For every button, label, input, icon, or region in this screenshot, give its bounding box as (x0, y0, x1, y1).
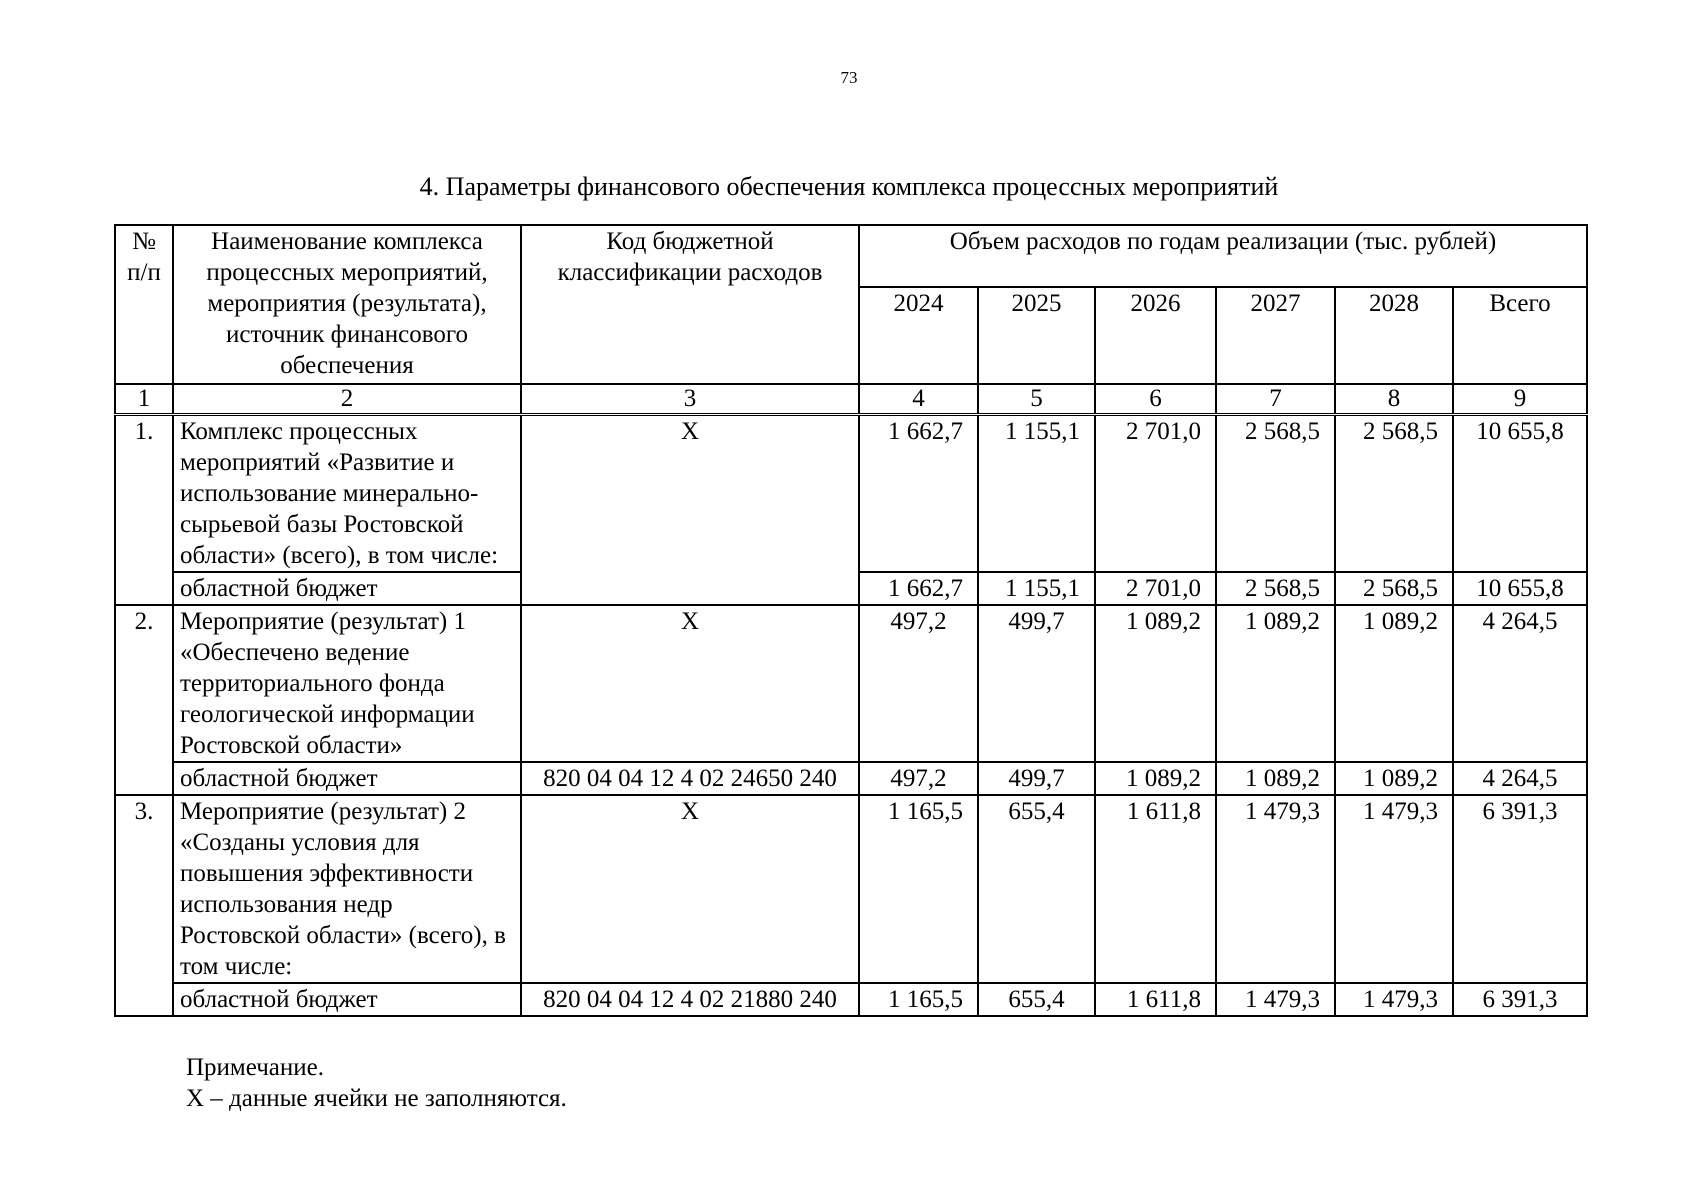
row-code: X (521, 415, 859, 606)
row-source: областной бюджет (173, 983, 521, 1016)
header-volume: Объем расходов по годам реализации (тыс. рублей) (859, 225, 1587, 287)
value-cell: 4 264,5 (1453, 605, 1587, 762)
value-cell: 10 655,8 (1453, 415, 1587, 573)
value-cell: 1 155,1 (978, 415, 1095, 573)
note-text: X – данные ячейки не заполняются. (186, 1085, 567, 1112)
value-cell: 497,2 (859, 605, 978, 762)
header-year-2024: 2024 (859, 287, 978, 384)
row-code: X (521, 605, 859, 762)
value-cell: 1 089,2 (1216, 605, 1335, 762)
value-cell: 1 611,8 (1095, 795, 1216, 983)
column-index: 9 (1453, 384, 1587, 415)
value-cell: 1 611,8 (1095, 983, 1216, 1016)
value-cell: 1 479,3 (1216, 983, 1335, 1016)
table-row (115, 795, 1587, 983)
table-row (115, 605, 1587, 762)
value-cell: 1 155,1 (978, 572, 1095, 605)
value-cell: 1 089,2 (1095, 605, 1216, 762)
table-row (115, 983, 1587, 1016)
value-cell: 1 662,7 (859, 572, 978, 605)
row-name: Мероприятие (результат) 2 «Созданы условия для повышения эффективности использования недр Ростовской области» (всего), в том числе: (173, 795, 521, 983)
value-cell: 2 701,0 (1095, 415, 1216, 573)
note-heading: Примечание. (186, 1054, 325, 1081)
column-index: 5 (978, 384, 1095, 415)
column-index: 2 (173, 384, 521, 415)
row-name: Мероприятие (результат) 1 «Обеспечено ведение территориального фонда геологической информации Ростовской области» (173, 605, 521, 762)
row-source: областной бюджет (173, 762, 521, 795)
row-name: Комплекс процессных мероприятий «Развитие и использование минерально-сырьевой базы Ростовской области» (всего), в том числе: (173, 415, 521, 573)
header-year-2025: 2025 (978, 287, 1095, 384)
value-cell: 655,4 (978, 795, 1095, 983)
value-cell: 1 165,5 (859, 795, 978, 983)
column-index-row (115, 384, 1587, 415)
row-number: 2. (115, 605, 173, 795)
column-index: 4 (859, 384, 978, 415)
value-cell: 1 479,3 (1216, 795, 1335, 983)
row-code: 820 04 04 12 4 02 24650 240 (521, 762, 859, 795)
table-row (115, 762, 1587, 795)
financial-table (114, 224, 1588, 1017)
header-num: № п/п (115, 225, 173, 384)
column-index: 8 (1335, 384, 1453, 415)
column-index: 7 (1216, 384, 1335, 415)
value-cell: 1 479,3 (1335, 983, 1453, 1016)
value-cell: 6 391,3 (1453, 983, 1587, 1016)
value-cell: 497,2 (859, 762, 978, 795)
row-number: 3. (115, 795, 173, 1016)
value-cell: 2 568,5 (1335, 572, 1453, 605)
value-cell: 1 089,2 (1216, 762, 1335, 795)
value-cell: 2 701,0 (1095, 572, 1216, 605)
header-year-2028: 2028 (1335, 287, 1453, 384)
row-source: областной бюджет (173, 572, 521, 605)
header-row-top (115, 225, 1587, 287)
value-cell: 1 165,5 (859, 983, 978, 1016)
value-cell: 1 662,7 (859, 415, 978, 573)
column-index: 1 (115, 384, 173, 415)
header-total: Всего (1453, 287, 1587, 384)
value-cell: 6 391,3 (1453, 795, 1587, 983)
value-cell: 2 568,5 (1216, 415, 1335, 573)
value-cell: 1 479,3 (1335, 795, 1453, 983)
header-code: Код бюджетной классификации расходов (521, 225, 859, 384)
note (186, 1052, 567, 1114)
header-year-2026: 2026 (1095, 287, 1216, 384)
value-cell: 655,4 (978, 983, 1095, 1016)
row-number: 1. (115, 415, 173, 606)
column-index: 6 (1095, 384, 1216, 415)
value-cell: 10 655,8 (1453, 572, 1587, 605)
header-year-2027: 2027 (1216, 287, 1335, 384)
value-cell: 1 089,2 (1095, 762, 1216, 795)
table-row (115, 415, 1587, 573)
value-cell: 1 089,2 (1335, 762, 1453, 795)
column-index: 3 (521, 384, 859, 415)
page-number: 73 (840, 68, 858, 87)
header-name: Наименование комплекса процессных мероприятий, мероприятия (результата), источник финансового обеспечения (173, 225, 521, 384)
value-cell: 499,7 (978, 605, 1095, 762)
row-code: 820 04 04 12 4 02 21880 240 (521, 983, 859, 1016)
value-cell: 1 089,2 (1335, 605, 1453, 762)
value-cell: 499,7 (978, 762, 1095, 795)
value-cell: 2 568,5 (1335, 415, 1453, 573)
value-cell: 2 568,5 (1216, 572, 1335, 605)
page-title: 4. Параметры финансового обеспечения комплекса процессных мероприятий (419, 172, 1279, 201)
value-cell: 4 264,5 (1453, 762, 1587, 795)
row-code: X (521, 795, 859, 983)
